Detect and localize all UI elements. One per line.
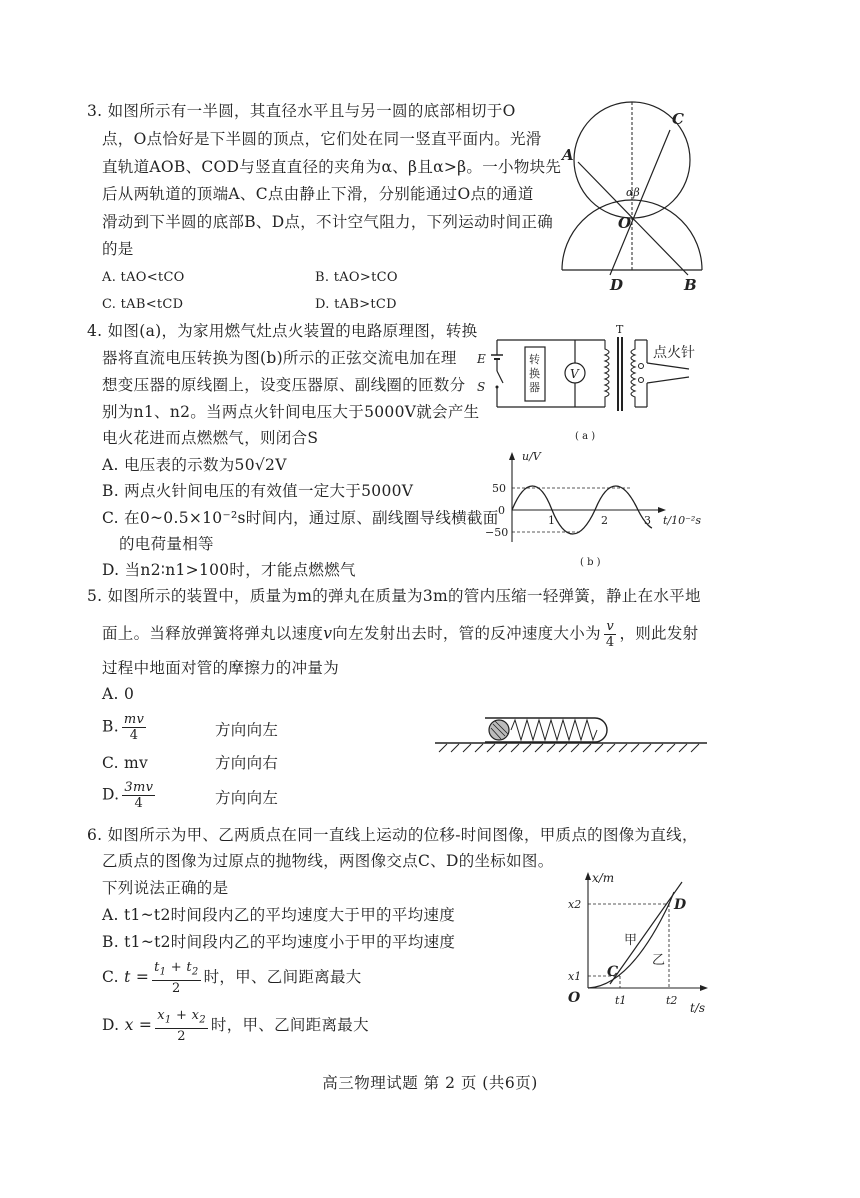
q6-fig-label-yi: 乙 (652, 953, 666, 968)
q3-fig-label-angles: αβ (626, 186, 640, 199)
q6-fig-t1: t1 (615, 994, 627, 1007)
q4-fig-b-yneg50: −50 (485, 526, 509, 539)
q4-option-c-line1: C. 在0~0.5×10⁻²s时间内，通过原、副线圈导线横截面 (102, 509, 499, 527)
q3-fig-label-a: A (562, 146, 574, 164)
q4-fig-needle-label: 点火针 (653, 345, 695, 361)
q5-option-c: C. mv (102, 754, 149, 772)
q3-line5: 滑动到下半圆的底部B、D点，不计空气阻力，下列运动时间正确 (102, 213, 554, 231)
q4-figure-b-sine (480, 448, 720, 573)
q4-fig-b-xlabel: t/10⁻²s (663, 514, 701, 527)
q4-line3: 想变压器的原线圈上，设变压器原、副线圈的匝数分 (102, 376, 466, 394)
q6-fig-ylabel: x/m (592, 871, 615, 885)
q6-fig-origin-o: O (568, 990, 581, 1006)
q3-line6: 的是 (102, 240, 134, 258)
q6-option-a: A. t1~t2时间段内乙的平均速度大于甲的平均速度 (102, 906, 456, 924)
q5-option-d-direction: 方向向左 (215, 789, 279, 807)
q3-fig-label-o: O (618, 214, 632, 232)
q3-option-c: C. tAB<tCD (102, 297, 184, 312)
q5-option-b-direction: 方向向左 (215, 721, 279, 739)
q3-line4: 后从两轨道的顶端A、C点由静止下滑，分别能通过O点的通道 (102, 185, 534, 203)
q6-line1: 6. 如图所示为甲、乙两质点在同一直线上运动的位移-时间图像，甲质点的图像为直线， (87, 826, 698, 844)
q5-option-a: A. 0 (102, 685, 135, 703)
q4-line4: 别为n1、n2。当两点火针间电压大于5000V就会产生 (102, 403, 480, 421)
q5-line1: 5. 如图所示的装置中，质量为m的弹丸在质量为3m的管内压缩一轻弹簧，静止在水平地 (87, 587, 701, 605)
q6-fig-point-d: D (674, 897, 687, 913)
q6-fig-x2: x2 (568, 898, 582, 911)
q6-line2: 乙质点的图像为过原点的抛物线，两图像交点C、D的坐标如图。 (102, 852, 554, 870)
q4-fig-label-s: S (477, 380, 486, 394)
q4-fig-b-x3: 3 (644, 514, 651, 527)
q5-option-b: B. $\frac{mv}{4}$ (102, 712, 145, 743)
q3-line3: 直轨道AOB、COD与竖直直径的夹角为α、β且α>β。一小物块先 (102, 158, 562, 176)
q4-line5: 电火花进而点燃燃气，则闭合S (102, 429, 319, 447)
q3-fig-label-b: B (684, 276, 697, 294)
q6-line3: 下列说法正确的是 (102, 879, 229, 897)
q4-fig-a-caption: ( a ) (575, 431, 596, 442)
q4-fig-voltmeter-label: V (570, 367, 579, 381)
q4-fig-b-y50: 50 (492, 482, 506, 495)
q4-figure-a-circuit (475, 325, 715, 445)
q4-fig-b-x1: 1 (548, 514, 555, 527)
q6-option-c: C. t = $\frac{t_1 + t_2}{2}$ 时，甲、乙间距离最大 (102, 960, 362, 996)
q4-line1: 4. 如图(a)，为家用燃气灶点火装置的电路原理图，转换 (87, 322, 478, 340)
q3-option-d: D. tAB>tCD (315, 297, 397, 312)
q4-option-a: A. 电压表的示数为50√2V (102, 456, 287, 474)
q4-fig-converter-char2: 换 (529, 367, 540, 380)
q6-fig-x1: x1 (568, 970, 582, 983)
q4-fig-b-y0: 0 (498, 504, 505, 517)
q6-figure-xt-graph (560, 868, 720, 1018)
q3-option-b: B. tAO>tCO (315, 270, 398, 285)
q4-fig-label-e: E (477, 352, 486, 366)
q4-fig-b-caption: ( b ) (580, 557, 601, 568)
q6-option-b: B. t1~t2时间段内乙的平均速度小于甲的平均速度 (102, 933, 456, 951)
page-footer: 高三物理试题 第 2 页 (共6页) (322, 1074, 538, 1092)
q4-fig-b-ylabel: u/V (522, 450, 541, 463)
q6-fig-point-c: C (607, 964, 619, 980)
q5-option-c-direction: 方向向右 (215, 754, 279, 772)
q6-fig-xlabel: t/s (690, 1001, 706, 1015)
q4-fig-converter-char3: 器 (529, 381, 540, 394)
q6-option-d: D. x = $\frac{x_1 + x_2}{2}$ 时，甲、乙间距离最大 (102, 1008, 369, 1044)
q6-fig-label-jia: 甲 (624, 933, 638, 948)
q3-option-a: A. tAO<tCO (102, 270, 185, 285)
q5-line3: 过程中地面对管的摩擦力的冲量为 (102, 659, 340, 677)
q4-option-c-line2: 的电荷量相等 (119, 535, 214, 553)
q3-fig-label-d: D (610, 276, 624, 294)
q5-option-d: D. $\frac{3mv}{4}$ (102, 780, 154, 811)
q4-option-d: D. 当n2∶n1>100时，才能点燃燃气 (102, 561, 356, 579)
q4-line2: 器将直流电压转换为图(b)所示的正弦交流电加在理 (102, 349, 457, 367)
q4-fig-label-t: T (616, 323, 624, 336)
q3-fig-label-c: C (672, 110, 684, 128)
q4-fig-converter-char1: 转 (529, 353, 540, 366)
q5-line2: 面上。当释放弹簧将弹丸以速度v向左发射出去时，管的反冲速度大小为 $\frac{v}{4}$ ，则此发射 (102, 619, 699, 650)
q5-figure-tube-spring (435, 712, 725, 762)
q6-fig-t2: t2 (666, 994, 678, 1007)
q4-option-b: B. 两点火针间电压的有效值一定大于5000V (102, 482, 414, 500)
q3-line1: 3. 如图所示有一半圆，其直径水平且与另一圆的底部相切于O (87, 102, 516, 120)
q3-figure-circles (560, 100, 710, 295)
q4-fig-b-x2: 2 (601, 514, 608, 527)
q3-line2: 点，O点恰好是下半圆的顶点，它们处在同一竖直平面内。光滑 (102, 130, 542, 148)
